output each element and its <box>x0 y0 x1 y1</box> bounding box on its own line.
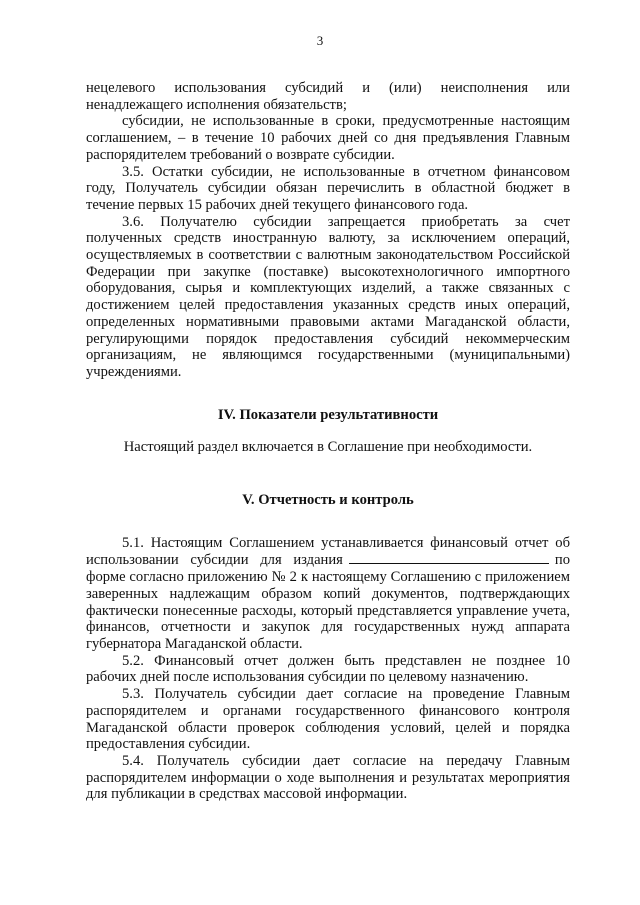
paragraph-5-4: 5.4. Получатель субсидии дает согласие на передачу Главным распорядителем информации о ходе выполнения и результатах мероприятия для публикации в средствах массовой информации. <box>86 752 570 803</box>
paragraph: 3.6. Получателю субсидии запрещается приобретать за счет полученных средств иностранную валюту, за исключением операций, осуществляемых в соответствии с валютным законодательством Российской Федерации при закупке (поставке) высокотехнологичного импортного оборудования, сырья и комплектующих изделий, а также связанных с достижением целей предоставления указанных средств иных операций, определенных нормативными правовыми актами Магаданской области, регулирующими порядок предоставления субсидий некоммерческим организациям, не являющимся государственными (муниципальными) учреждениями. <box>86 213 570 380</box>
section-4-title: IV. Показатели результативности <box>217 406 439 423</box>
paragraph: субсидии, не использованные в сроки, предусмотренные настоящим соглашением, – в течение 10 рабочих дней со дня предъявления Главным распорядителем требований о возврате субсидии. <box>86 113 570 163</box>
paragraph: 3.5. Остатки субсидии, не использованные в отчетном финансовом году, Получатель субсидии обязан перечислить в областной бюджет в течение первых 15 рабочих дней текущего финансового года. <box>86 163 570 213</box>
paragraph-5-2: 5.2. Финансовый отчет должен быть представлен не позднее 10 рабочих дней после использования субсидии по целевому назначению. <box>86 652 570 686</box>
fill-in-blank <box>349 551 549 564</box>
paragraph-5-3: 5.3. Получатель субсидии дает согласие на проведение Главным распорядителем и органами государственного финансового контроля Магаданской области проверок соблюдения условий, целей и порядка предоставления субсидии. <box>86 686 570 753</box>
section-4-text: Настоящий раздел включается в Соглашение при необходимости. <box>123 439 533 456</box>
paragraph: нецелевого использования субсидий и (или) неисполнения или ненадлежащего исполнения обязательств; <box>86 80 570 113</box>
document-body <box>86 80 570 803</box>
page-number: 3 <box>316 33 324 48</box>
paragraph-5-1-start: 5.1. Настоящим Соглашением устанавливается финансовый отчет об использовании субсидии для издания <box>86 534 570 569</box>
section-5-title: V. Отчетность и контроль <box>242 492 414 509</box>
paragraph-5-1 <box>86 535 570 653</box>
paragraph-5-1-end: по форме согласно приложению № 2 к настоящему Соглашению с приложением заверенных надлежащим образом копий документов, подтверждающих фактически понесенные расходы, который представляется управление учета, финансов, отчетности и закупок для государственных нужд аппарата губернатора Магаданской области. <box>86 552 570 652</box>
